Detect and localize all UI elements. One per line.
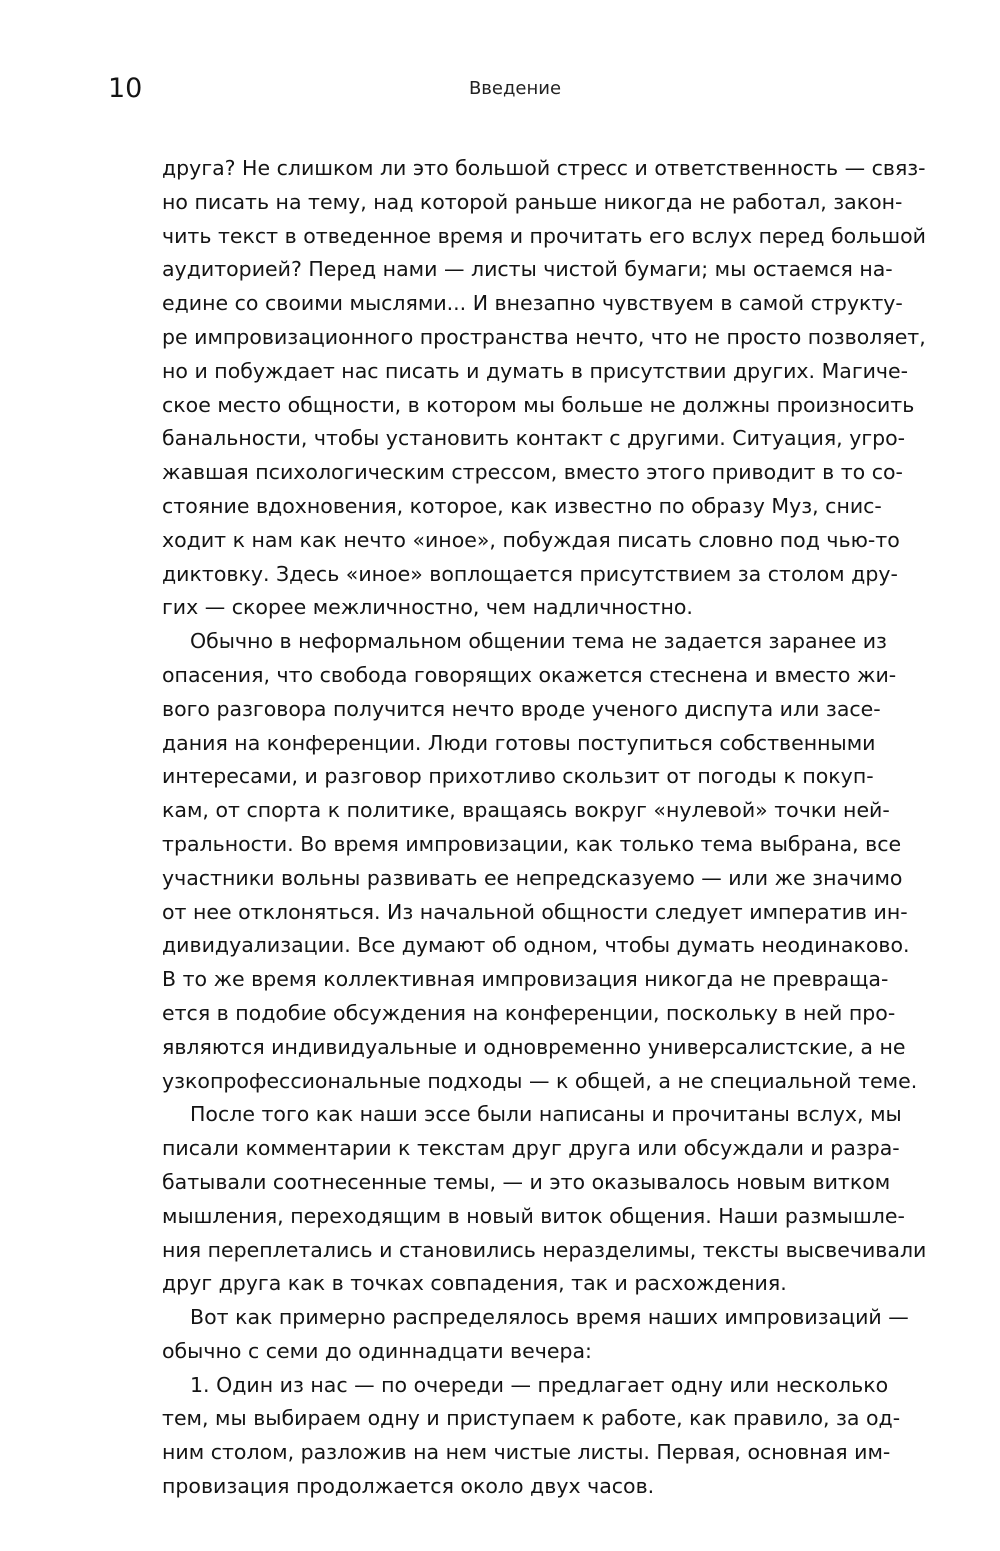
text-line: опасения, что свобода говорящих окажется стеснена и вместо жи- <box>162 662 897 687</box>
text-line: обычно с семи до одиннадцати вечера: <box>162 1338 592 1363</box>
text-line: дивидуализации. Все думают об одном, чтобы думать неодинаково. <box>162 933 910 958</box>
text-line: Обычно в неформальном общении тема не задается заранее из <box>190 629 887 654</box>
text-line: дания на конференции. Люди готовы поступиться собственными <box>162 730 876 755</box>
text-line: провизация продолжается около двух часов. <box>162 1474 655 1499</box>
text-line: жавшая психологическим стрессом, вместо этого приводит в то со- <box>162 460 903 485</box>
text-line: стояние вдохновения, которое, как известно по образу Муз, снис- <box>162 493 882 518</box>
text-line: едине со своими мыслями... И внезапно чувствуем в самой структу- <box>162 291 903 316</box>
text-line: аудиторией? Перед нами — листы чистой бумаги; мы остаемся на- <box>162 257 893 282</box>
text-line: 1. Один из нас — по очереди — предлагает одну или несколько <box>190 1372 889 1397</box>
text-line: но писать на тему, над которой раньше никогда не работал, закон- <box>162 189 903 214</box>
text-line: от нее отклоняться. Из начальной общности следует императив ин- <box>162 899 908 924</box>
text-line: батывали соотнесенные темы, — и это оказывалось новым витком <box>162 1169 891 1194</box>
text-line: кам, от спорта к политике, вращаясь вокруг «нулевой» точки ней- <box>162 798 890 823</box>
running-head: Введение <box>468 78 562 99</box>
text-line: друг друга как в точках совпадения, так и расхождения. <box>162 1271 787 1296</box>
text-line: чить текст в отведенное время и прочитать его вслух перед большой <box>162 223 926 248</box>
text-line: ния переплетались и становились неразделимы, тексты высвечивали <box>162 1237 927 1262</box>
text-line: тральности. Во время импровизации, как только тема выбрана, все <box>162 831 902 856</box>
text-line: Вот как примерно распределялось время наших импровизаций — <box>190 1305 909 1330</box>
text-line: диктовку. Здесь «иное» воплощается присутствием за столом дру- <box>162 561 898 586</box>
text-line: В то же время коллективная импровизация никогда не превраща- <box>162 967 889 992</box>
paragraph <box>162 1369 901 1504</box>
text-line: узкопрофессиональные подходы — к общей, а не специальной теме. <box>162 1068 918 1093</box>
text-line: друга? Не слишком ли это большой стресс и ответственность — связ- <box>162 156 926 180</box>
text-line: ское место общности, в котором мы больше не должны произносить <box>162 392 915 417</box>
paragraph <box>162 1301 909 1369</box>
text-line: интересами, и разговор прихотливо скользит от погоды к покуп- <box>162 764 874 789</box>
paragraph <box>162 1098 927 1301</box>
text-line: После того как наши эссе были написаны и прочитаны вслух, мы <box>190 1102 902 1127</box>
text-line: участники вольны развивать ее непредсказуемо — или же значимо <box>162 865 903 890</box>
text-line: ним столом, разложив на нем чистые листы. Первая, основная им- <box>162 1440 891 1465</box>
text-line: ходит к нам как нечто «иное», побуждая писать словно под чью-то <box>162 527 900 552</box>
text-line: являются индивидуальные и одновременно универсалистские, а не <box>162 1034 906 1059</box>
text-line: гих — скорее межличностно, чем надличностно. <box>162 595 693 620</box>
text-line: писали комментарии к текстам друг друга или обсуждали и разра- <box>162 1136 900 1161</box>
text-line: но и побуждает нас писать и думать в присутствии других. Магиче- <box>162 358 909 383</box>
paragraph <box>162 152 926 625</box>
text-line: вого разговора получится нечто вроде ученого диспута или засе- <box>162 696 881 721</box>
text-line: мышления, переходящим в новый виток общения. Наши размышле- <box>162 1203 905 1228</box>
body-text <box>162 152 927 1504</box>
text-line: ре импровизационного пространства нечто, что не просто позволяет, <box>162 324 926 349</box>
text-line: тем, мы выбираем одну и приступаем к работе, как правило, за од- <box>162 1406 901 1431</box>
text-line: банальности, чтобы установить контакт с другими. Ситуация, угро- <box>162 426 906 451</box>
paragraph <box>162 625 918 1098</box>
page-number: 10 <box>108 73 143 104</box>
text-line: ется в подобие обсуждения на конференции, поскольку в ней про- <box>162 1000 896 1025</box>
